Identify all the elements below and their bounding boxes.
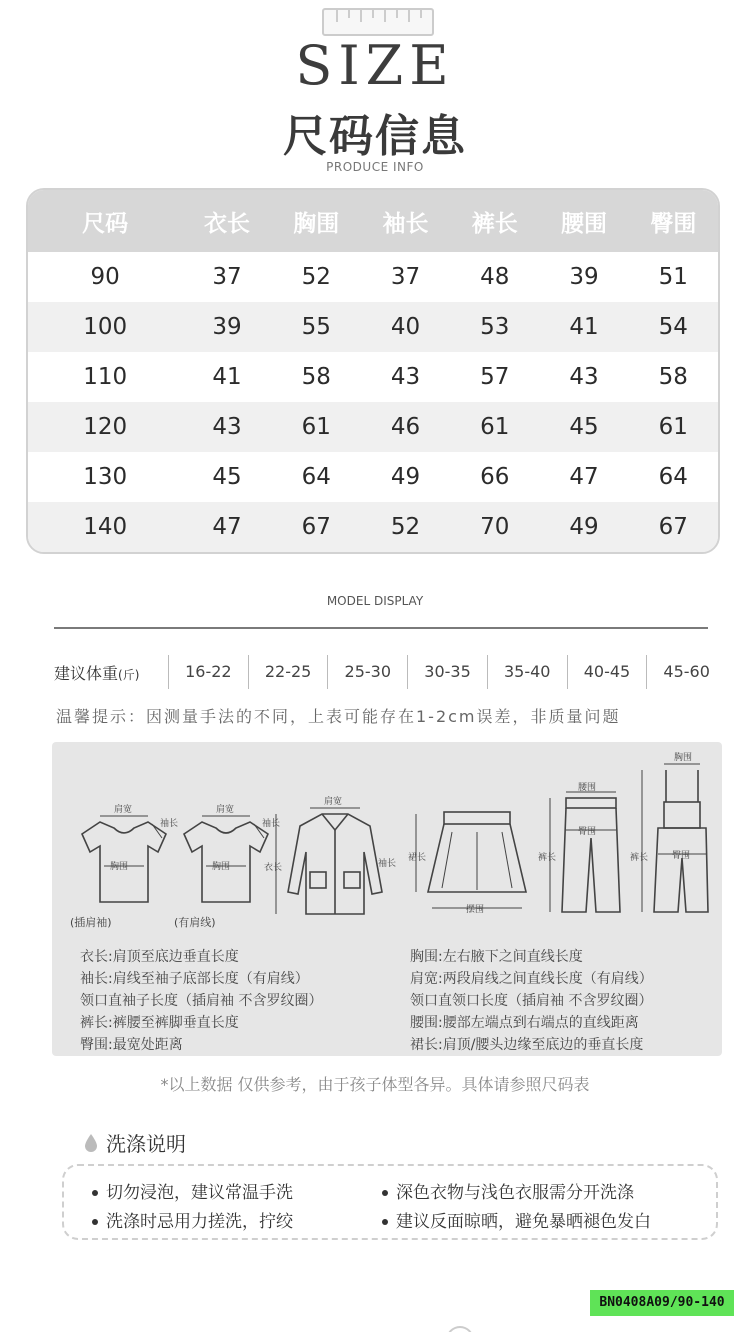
chest-label: 胸围 [674,753,693,763]
table-cell: 64 [301,464,331,490]
definition-line: 领口直袖子长度（插肩袖 不含罗纹圈） [80,993,323,1009]
definition-line: 裙长:肩顶/腰头边缘至底边的垂直长度 [410,1037,644,1053]
skirt-icon [416,812,526,908]
list-item [92,1178,293,1203]
table-cell: 40 [390,314,421,340]
skirt-length-label: 裙长 [408,853,427,863]
table-cell: 61 [480,414,510,440]
table-row [28,302,718,352]
table-cell: 47 [569,464,599,490]
wash-title: 洗涤说明 [106,1132,186,1156]
page-subtitle: PRODUCE INFO [326,160,424,174]
weight-range: 22-25 [248,655,328,689]
table-cell: 54 [658,314,688,340]
definition-line: 臀围:最宽处距离 [80,1037,183,1053]
table-cell: 130 [83,464,128,490]
table-cell: 90 [90,264,120,290]
shoulder-width-label: 肩宽 [114,805,133,815]
table-cell: 70 [480,514,510,540]
setin-caption: (有肩线) [174,916,216,929]
weight-range: 40-45 [567,655,647,689]
pants-length-label: 裤长 [538,853,557,863]
weight-unit: (斤) [118,667,140,682]
shoulder-width-label: 肩宽 [324,797,343,807]
list-item [92,1207,293,1232]
bullet-icon [382,1190,388,1196]
table-cell: 47 [212,514,242,540]
table-cell: 37 [212,264,242,290]
table-header [28,190,718,252]
weight-label-text: 建议体重 [54,663,119,683]
sleeve-label: 袖长 [378,859,397,869]
table-cell: 100 [83,314,128,340]
bullet-icon [92,1219,98,1225]
list-item [382,1178,634,1203]
size-heading: SIZE [295,34,455,97]
weight-row [54,652,726,692]
definitions-left [80,946,322,1056]
definition-line: 腰围:腰部左端点到右端点的直线距离 [410,1015,639,1031]
raglan-caption: (插肩袖) [70,916,112,929]
table-cell: 45 [212,464,242,490]
chest-label: 胸围 [212,862,231,872]
overalls-icon [642,764,708,912]
table-cell: 120 [83,414,128,440]
table-cell: 52 [390,514,421,540]
table-cell: 39 [569,264,599,290]
pants-icon [550,792,620,912]
table-cell: 51 [658,264,688,290]
column-header: 尺码 [82,210,129,237]
table-row [28,352,718,402]
disclaimer: *以上数据 仅供参考，由于孩子体型各异。具体请参照尺码表 [160,1075,590,1094]
column-header: 胸围 [293,210,340,237]
wash-item-text: 深色衣物与浅色衣服需分开洗涤 [396,1183,634,1203]
column-header: 袖长 [382,210,429,237]
garment-diagrams [52,742,722,942]
definition-line: 袖长:肩线至袖子底部长度（有肩线） [80,971,309,987]
garment-length-label: 衣长 [264,863,283,873]
hip-label: 臀围 [672,851,691,861]
table-cell: 43 [212,414,242,440]
table-row [28,402,718,452]
table-cell: 58 [301,364,331,390]
column-header: 裤长 [471,210,518,237]
table-cell: 48 [480,264,510,290]
definition-line: 裤长:裤腰至裤脚垂直长度 [80,1015,239,1031]
column-header: 衣长 [203,210,250,237]
weight-range: 30-35 [407,655,487,689]
table-cell: 41 [212,364,242,390]
table-row [28,252,718,302]
table-cell: 49 [569,514,599,540]
table-cell: 52 [301,264,331,290]
waist-label: 腰围 [578,783,597,793]
table-cell: 55 [301,314,331,340]
water-drop-icon [84,1133,98,1153]
wash-item-text: 洗涤时忌用力搓洗，拧绞 [106,1212,293,1232]
bullet-icon [382,1219,388,1225]
divider [54,627,708,629]
table-cell: 41 [569,314,599,340]
sku-badge: BN0408A09/90-140 [590,1290,734,1316]
measurement-diagrams [52,742,722,1056]
table-cell: 53 [480,314,510,340]
decorative-arc [446,1326,474,1332]
table-cell: 46 [390,414,421,440]
shoulder-width-label: 肩宽 [216,805,235,815]
column-header: 臀围 [650,210,697,237]
definition-line: 衣长:肩顶至底边垂直长度 [80,949,239,965]
wash-item-text: 建议反面晾晒，避免暴晒褪色发白 [396,1212,651,1232]
size-table [26,188,720,554]
table-cell: 140 [83,514,128,540]
table-row [28,452,718,502]
table-cell: 45 [569,414,599,440]
table-cell: 64 [658,464,688,490]
definition-line: 领口直领口长度（插肩袖 不含罗纹圈） [410,993,653,1009]
weight-label [54,661,168,684]
table-cell: 67 [658,514,688,540]
definition-line: 胸围:左右腋下之间直线长度 [410,949,583,965]
table-cell: 110 [83,364,128,390]
sleeve-label: 袖长 [160,819,179,829]
wash-item-text: 切勿浸泡，建议常温手洗 [106,1183,293,1203]
table-cell: 39 [212,314,242,340]
weight-range: 35-40 [487,655,567,689]
ruler-icon [322,8,434,36]
table-cell: 37 [390,264,421,290]
table-cell: 61 [658,414,688,440]
definitions-right [410,946,653,1056]
page-title: 尺码信息 [283,111,467,162]
raglan-tshirt-icon [82,816,166,902]
table-cell: 66 [480,464,510,490]
table-cell: 57 [480,364,510,390]
setin-tshirt-icon [184,816,268,902]
jacket-icon [276,808,382,914]
weight-range: 45-60 [646,655,726,689]
measurement-tip: 温馨提示：因测量手法的不同，上表可能存在1-2cm误差，非质量问题 [56,707,621,726]
sleeve-label: 袖长 [262,819,281,829]
hem-label: 摆围 [466,905,485,915]
column-header: 腰围 [561,210,608,237]
table-cell: 49 [390,464,421,490]
table-cell: 67 [301,514,331,540]
wash-heading [84,1128,186,1157]
definition-line: 肩宽:两段肩线之间直线长度（有肩线） [410,971,653,987]
weight-range: 25-30 [327,655,407,689]
table-cell: 61 [301,414,331,440]
pants-length-label: 裤长 [630,853,649,863]
bullet-icon [92,1190,98,1196]
model-display-heading: MODEL DISPLAY [326,594,424,608]
table-cell: 43 [569,364,599,390]
hip-label: 臀围 [578,827,597,837]
list-item [382,1207,651,1232]
weight-range: 16-22 [168,655,248,689]
chest-label: 胸围 [110,862,129,872]
table-row [28,502,718,552]
table-cell: 43 [390,364,421,390]
table-cell: 58 [658,364,688,390]
